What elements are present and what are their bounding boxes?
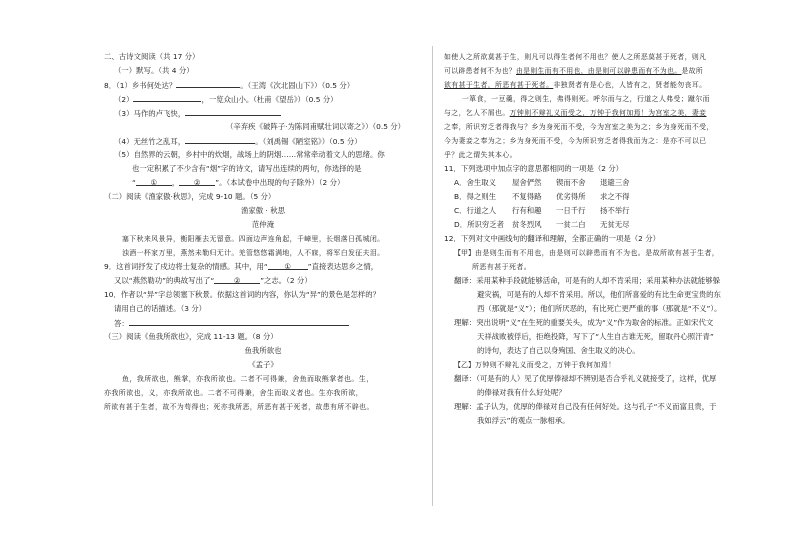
- q11-option-a[interactable]: A．舍生取义 屋舍俨然 锲而不舍 退避三舍: [454, 178, 630, 187]
- translation-1-cont1: 避灾祸，可是有的人却不肯采用。所以，他们所喜爱的有比生命更宝贵的东: [477, 290, 721, 299]
- essay-line-1: 鱼，我所欲也，熊掌，亦我所欲也。二者不可得兼，舍鱼而取熊掌者也。生，: [122, 375, 374, 383]
- q10-answer: 答：: [104, 316, 422, 330]
- understanding-1-cont2: 的诗句，表达了自己以身殉国、舍生取义的决心。: [477, 346, 640, 355]
- q8-2: （2） ，一览众山小。（杜甫《望岳》）（0.5 分）: [104, 92, 422, 106]
- understanding-1: 理解：突出说明“义”在生死的重要关头，成为“义”作为取舍的标准。正如宋代文: [454, 318, 714, 327]
- right-column: [444, 50, 758, 428]
- part3-title: （三）阅读《鱼我所欲也》，完成 11-13 题。（8 分）: [104, 332, 278, 341]
- essay-line-6: 欲有甚于生者，所恶有甚于死者。非独贤者有是心也，人皆有之，贤者能勿丧耳。: [444, 81, 707, 89]
- translation-2: 翻译：（可是有的人）见了优厚俸禄却不辨别是否合乎礼义就接受了，这样，优厚: [454, 374, 717, 383]
- translation-1-cont2: 西（那就是“义”）；他们所厌恶的，有比死亡更严重的事（那就是“不义”）。: [477, 304, 722, 313]
- q12-jia-cont: 所恶有甚于死者。: [472, 263, 532, 271]
- translation-2-cont: 的俸禄对我有什么好处呢？: [477, 388, 566, 397]
- q9-line1: 9．这首词抒发了戍边将士复杂的情感。其中，用“ ① ”直接表达思乡之情，: [104, 262, 379, 271]
- q8-5-blank-2[interactable]: ②: [179, 176, 215, 186]
- q12-yi: 【乙】万钟则不辩礼义而受之，万钟于我何加焉！: [454, 361, 616, 369]
- part2-title: （二）阅读《渔家傲·秋思》，完成 9-10 题。（5 分）: [104, 192, 276, 201]
- essay-line-2: 亦我所欲也，义，亦我所欲也。二者不可得兼，舍生而取义者也。生亦我所欲，: [104, 389, 363, 397]
- essay-author: 《孟子》: [248, 360, 278, 369]
- q11-stem: 11．下列选项中加点字的意思都相同的一项是（2 分）: [444, 164, 624, 173]
- essay-line-5: 可以辟患者何不为也？由是则生而有不用也，由是则可以辟患而有不为也。是故所: [444, 67, 704, 75]
- essay-title: 鱼我所欲也: [244, 346, 282, 355]
- essay-line-8: 与之，乞人不屑也。万钟则不辩礼义而受之，万钟于我何加焉！为宫室之美，妻妾: [444, 109, 707, 117]
- poem-line-1: 塞下秋来风景异，衡阳雁去无留意。四面边声连角起，千嶂里，长烟落日孤城闭。: [122, 235, 385, 243]
- q9-blank-2[interactable]: ②: [214, 274, 260, 284]
- q8-4-blank[interactable]: [185, 134, 255, 144]
- q11-option-b[interactable]: B．得之则生 不复得路 优劣得所 求之不得: [454, 192, 630, 201]
- q8-5-line2: 也一定积累了不少含有“烟”字的诗文，请写出连续的两句，你选择的是: [132, 164, 362, 173]
- q8-5-line1: （5）自然界的云朝，乡村中的炊烟，战场上的阴烟……常常牵动着文人的思绪。你: [114, 150, 385, 159]
- essay-line-7: 一箪食，一豆羹，得之则生，弗得则死。呼尔而与之，行道之人弗受；蹴尔而: [462, 95, 710, 103]
- q8-1: 8．（1）乡书何处达？ 。（王湾《次北固山下》）（0.5 分）: [104, 78, 422, 92]
- essay-line-11: 乎？此之谓失其本心。: [444, 151, 517, 159]
- q11-option-d[interactable]: D．所识穷乏者 贫冬烈风 一贫二白 无贫无尽: [454, 220, 630, 229]
- q9-line2: 又以“燕然勒功”的典故写出了“ ② ”之志。（2 分）: [114, 276, 312, 285]
- q8-2-blank[interactable]: [133, 92, 201, 102]
- essay-line-10: 今为妻妾之奉为之；乡为身死而不受，今为所识穷乏者得我而为之：是亦不可以已: [444, 137, 707, 145]
- q8-3: （3）马作的卢飞快，: [104, 106, 422, 120]
- essay-line-4: 如使人之所欲莫甚于生，则凡可以得生者何不用也？使人之所恶莫甚于死者，则凡: [444, 53, 707, 61]
- q12-jia: 【甲】由是则生而有不用也，由是则可以辟患而有不为也。是故所欲有甚于生者，: [454, 249, 720, 257]
- q10-line2: 请用自己的话描述。（3 分）: [114, 304, 207, 313]
- poem-title: 渔家傲 · 秋思: [240, 206, 285, 215]
- q8-1-blank[interactable]: [176, 78, 240, 88]
- q9-blank-1[interactable]: ①: [268, 260, 308, 270]
- part1-title: （一）默写。（共 4 分）: [114, 66, 194, 75]
- q8-3-source: （辛弃疾《破阵子·为陈同甫赋壮词以寄之》）（0.5 分）: [226, 122, 406, 131]
- column-divider: [432, 46, 433, 506]
- poem-line-2: 浊酒一杯家万里，燕然未勒归无计。羌管悠悠霜满地，人不寐，将军白发征夫泪。: [122, 249, 385, 257]
- section-title: 二、古诗文阅读（共 17 分）: [104, 52, 200, 61]
- understanding-2-cont: 我如浮云”的观点一脉相承。: [477, 416, 570, 425]
- q8-4: （4）无丝竹之乱耳， 。（刘禹锡《陋室铭》）（0.5 分）: [104, 134, 422, 148]
- understanding-1-cont1: 天祥战败被俘后，拒绝投降，写下了“人生自古谁无死，留取丹心照汗青”: [477, 332, 714, 341]
- q10-answer-blank[interactable]: [129, 316, 349, 326]
- poem-author: 范仲淹: [251, 220, 275, 229]
- essay-line-3: 所欲有甚于生者，故不为苟得也；死亦我所恶，所恶有甚于死者，故患有所不辟也。: [104, 403, 374, 411]
- q11-option-c[interactable]: C．行道之人 行有和趣 一日千行 扬不举行: [454, 206, 630, 215]
- q8-5-blank-1[interactable]: ①: [136, 176, 172, 186]
- translation-1: 翻译：采用某种手段就能够活命，可是有的人却不肯采用；采用某种办法就能够躲: [454, 276, 721, 285]
- q8-3-blank[interactable]: [185, 106, 281, 116]
- left-column: [104, 50, 422, 414]
- understanding-2: 理解：孟子认为，优厚的俸禄对自己没有任何好处。这与孔子“不义而富且贵，于: [454, 402, 717, 411]
- essay-line-9: 之奉，所识穷乏者得我与？乡为身死而不受，今为宫室之美为之；乡为身死而不受，: [444, 123, 714, 131]
- q10-line1: 10．作者以“异”字总领塞下秋景。依据这首词的内容，你认为“异”的景色是怎样的？: [104, 290, 381, 299]
- q8-5-line3: “ ① ， ② ”。（本试卷中出现的句子除外）（2 分）: [132, 178, 345, 187]
- q12-stem: 12．下列对文中画线句的翻译和理解，全都正确的一项是（2 分）: [444, 234, 661, 243]
